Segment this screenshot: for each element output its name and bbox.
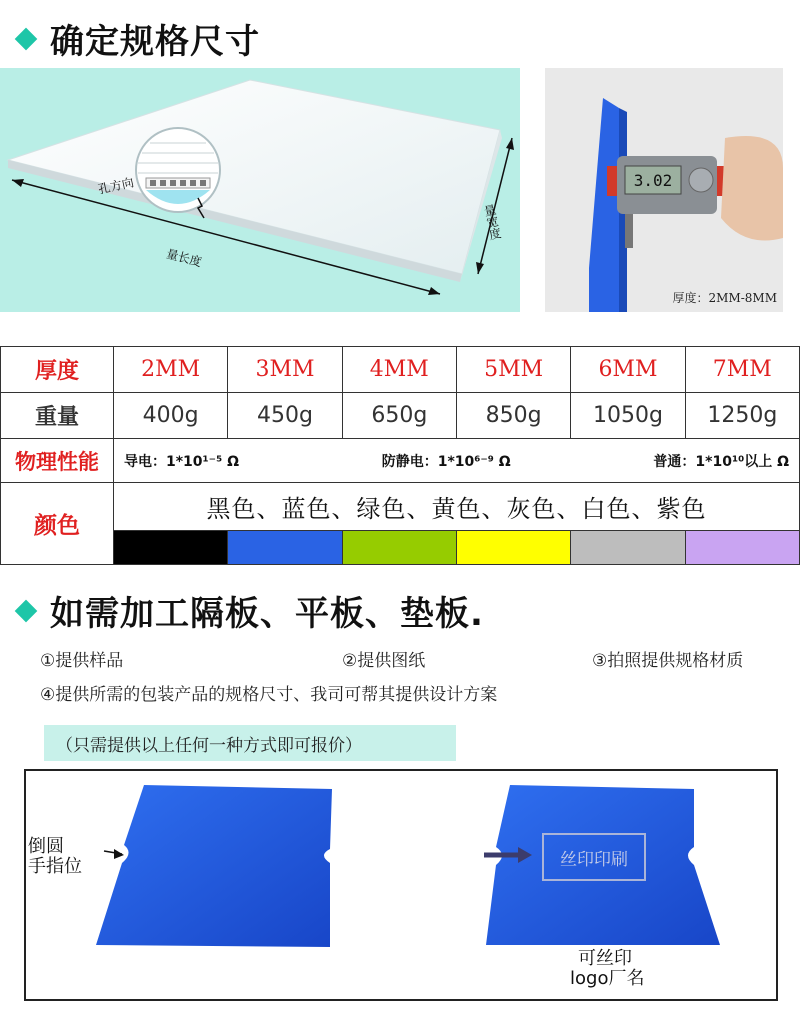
caliper-illustration: [545, 68, 783, 312]
swatch-purple: [685, 531, 799, 565]
color-header: 颜色: [1, 483, 114, 565]
swatch-blue: [228, 531, 342, 565]
custom-section-title-text: 如需加工隔板、平板、垫板.: [50, 594, 484, 634]
weight-cell: 650g: [342, 393, 456, 439]
width-label: 量宽度: [481, 202, 503, 242]
print-box-label: 丝印印刷: [560, 849, 628, 870]
spec-section-title: [14, 14, 260, 63]
swatch-black: [114, 531, 228, 565]
weight-cell: 1250g: [685, 393, 799, 439]
thickness-cell: 2MM: [114, 347, 228, 393]
normal-value: 普通：1*10¹⁰以上 Ω: [653, 453, 789, 470]
physical-header: 物理性能: [1, 439, 114, 483]
finger-notch-label-2: 手指位: [28, 856, 82, 877]
print-box: [542, 833, 646, 881]
finger-notch-label-1: 倒圆: [28, 836, 64, 857]
requirement-dimensions: ④提供所需的包装产品的规格尺寸、我司可帮其提供设计方案: [40, 685, 498, 705]
conductive-value: 导电：1*10¹⁻⁵ Ω: [124, 453, 239, 470]
board-diagram: [0, 68, 520, 312]
requirement-photo: ③拍照提供规格材质: [592, 651, 744, 671]
caliper-reading: 3.02: [633, 171, 673, 190]
thickness-cell: 5MM: [456, 347, 570, 393]
hole-direction-label: 孔方向: [96, 175, 136, 197]
logo-label-2: logo厂名: [570, 968, 645, 989]
weight-cell: 1050g: [571, 393, 685, 439]
thickness-cell: 7MM: [685, 347, 799, 393]
physical-values: [114, 439, 800, 483]
weight-cell: 450g: [228, 393, 342, 439]
thickness-header: 厚度: [1, 347, 114, 393]
quote-banner: （只需提供以上任何一种方式即可报价）: [44, 725, 456, 761]
example-boards: [26, 771, 780, 1003]
physical-row: [1, 439, 800, 483]
board-illustration: [0, 68, 520, 312]
swatch-green: [342, 531, 456, 565]
logo-label-1: 可丝印: [578, 948, 632, 969]
thickness-cell: 6MM: [571, 347, 685, 393]
color-names-row: [1, 483, 800, 531]
spec-section-title-text: 确定规格尺寸: [50, 22, 260, 62]
swatch-gray: [571, 531, 685, 565]
requirement-sample: ①提供样品: [40, 651, 124, 671]
requirement-drawing: ②提供图纸: [342, 651, 426, 671]
thickness-row: [1, 347, 800, 393]
weight-cell: 400g: [114, 393, 228, 439]
caliper-photo: [545, 68, 783, 312]
thickness-cell: 4MM: [342, 347, 456, 393]
thickness-cell: 3MM: [228, 347, 342, 393]
color-names: 黑色、蓝色、绿色、黄色、灰色、白色、紫色: [114, 483, 800, 531]
weight-row: [1, 393, 800, 439]
antistatic-value: 防静电：1*10⁶⁻⁹ Ω: [381, 453, 511, 470]
diamond-icon: [15, 599, 38, 622]
weight-cell: 850g: [456, 393, 570, 439]
length-label: 量长度: [164, 246, 204, 270]
spec-table: [0, 346, 800, 565]
swatch-yellow: [456, 531, 570, 565]
color-swatch-row: [1, 531, 800, 565]
diamond-icon: [15, 27, 38, 50]
example-panel: [24, 769, 778, 1001]
thickness-caption: 厚度：2MM-8MM: [672, 291, 777, 305]
weight-header: 重量: [1, 393, 114, 439]
custom-section-title: [14, 586, 484, 635]
